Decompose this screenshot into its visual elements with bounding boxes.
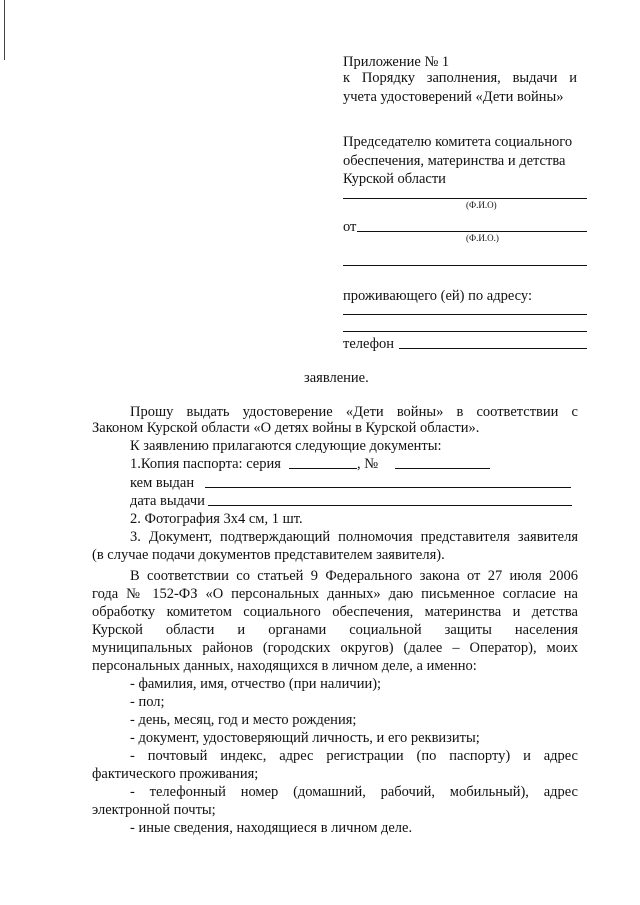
residence-label: проживающего (ей) по адресу: [343, 288, 532, 304]
from-fio-caption: (Ф.И.О.) [466, 233, 499, 243]
photo-item: 2. Фотография 3х4 см, 1 шт. [130, 511, 303, 527]
pd-item-id-document: - документ, удостоверяющий личность, и его реквизиты; [130, 730, 480, 746]
passport-series-line [289, 468, 357, 469]
pd-item-name: - фамилия, имя, отчество (при наличии); [130, 676, 382, 692]
issue-date-line [208, 505, 572, 506]
pd-item-birth: - день, месяц, год и место рождения; [130, 712, 357, 728]
request-line-2: Законом Курской области «О детях войны в Курской области». [92, 420, 480, 436]
doc3-line-2: (в случае подачи документов представителем заявителя). [92, 547, 445, 563]
scan-edge-line [4, 0, 5, 60]
document-heading: заявление. [304, 370, 369, 386]
pd-item-phone-line-1: - телефонный номер (домашний, рабочий, мобильный), адрес [130, 784, 578, 800]
pd-item-address-line-1: - почтовый индекс, адрес регистрации (по паспорту) и адрес [130, 748, 578, 764]
passport-number-line [395, 468, 490, 469]
issue-date-label: дата выдачи [130, 493, 205, 509]
consent-line-1: В соответствии со статьей 9 Федерального закона от 27 июля 2006 [130, 568, 578, 584]
issued-by-line [205, 487, 571, 488]
pd-item-sex: - пол; [130, 694, 165, 710]
phone-label: телефон [343, 336, 395, 352]
consent-line-5: муниципальных районов (городских округов) (далее – Оператор), моих [92, 640, 578, 656]
address-line-2 [343, 331, 587, 332]
chairman-fio-line [343, 198, 587, 199]
consent-line-6: персональных данных, находящихся в личном деле, а именно: [92, 658, 477, 674]
doc3-line-1: 3. Документ, подтверждающий полномочия представителя заявителя [130, 529, 578, 545]
applicant-fio-line [357, 231, 587, 232]
consent-line-2: года № 152-ФЗ «О персональных данных» даю письменное согласие на [92, 586, 578, 602]
addressee-line-3: Курской области [343, 171, 446, 187]
consent-line-3: обработку комитетом социального обеспечения, материнства и детства [92, 604, 578, 620]
pd-item-address-line-2: фактического проживания; [92, 766, 259, 782]
addressee-line-2: обеспечения, материнства и детства [343, 153, 566, 169]
from-label: от [343, 219, 357, 235]
phone-line [399, 348, 587, 349]
fio-caption: (Ф.И.О) [466, 200, 497, 210]
appendix-line-2: к Порядку заполнения, выдачи и [343, 70, 577, 86]
appendix-title: Приложение № 1 [343, 54, 450, 70]
pd-item-phone-line-2: электронной почты; [92, 802, 216, 818]
request-line-1: Прошу выдать удостоверение «Дети войны» в соответствии с [130, 404, 578, 420]
appendix-line-3: учета удостоверений «Дети войны» [343, 89, 564, 105]
issued-by-label: кем выдан [130, 475, 195, 491]
consent-line-4: Курской области и органами социальной защиты населения [92, 622, 578, 638]
passport-number-sep: , № [357, 456, 379, 472]
applicant-extra-line [343, 265, 587, 266]
addressee-line-1: Председателю комитета социального [343, 134, 573, 150]
address-line-1 [343, 314, 587, 315]
attached-docs-heading: К заявлению прилагаются следующие документы: [130, 438, 442, 454]
pd-item-other: - иные сведения, находящиеся в личном деле. [130, 820, 413, 836]
passport-label: 1.Копия паспорта: серия [130, 456, 281, 472]
